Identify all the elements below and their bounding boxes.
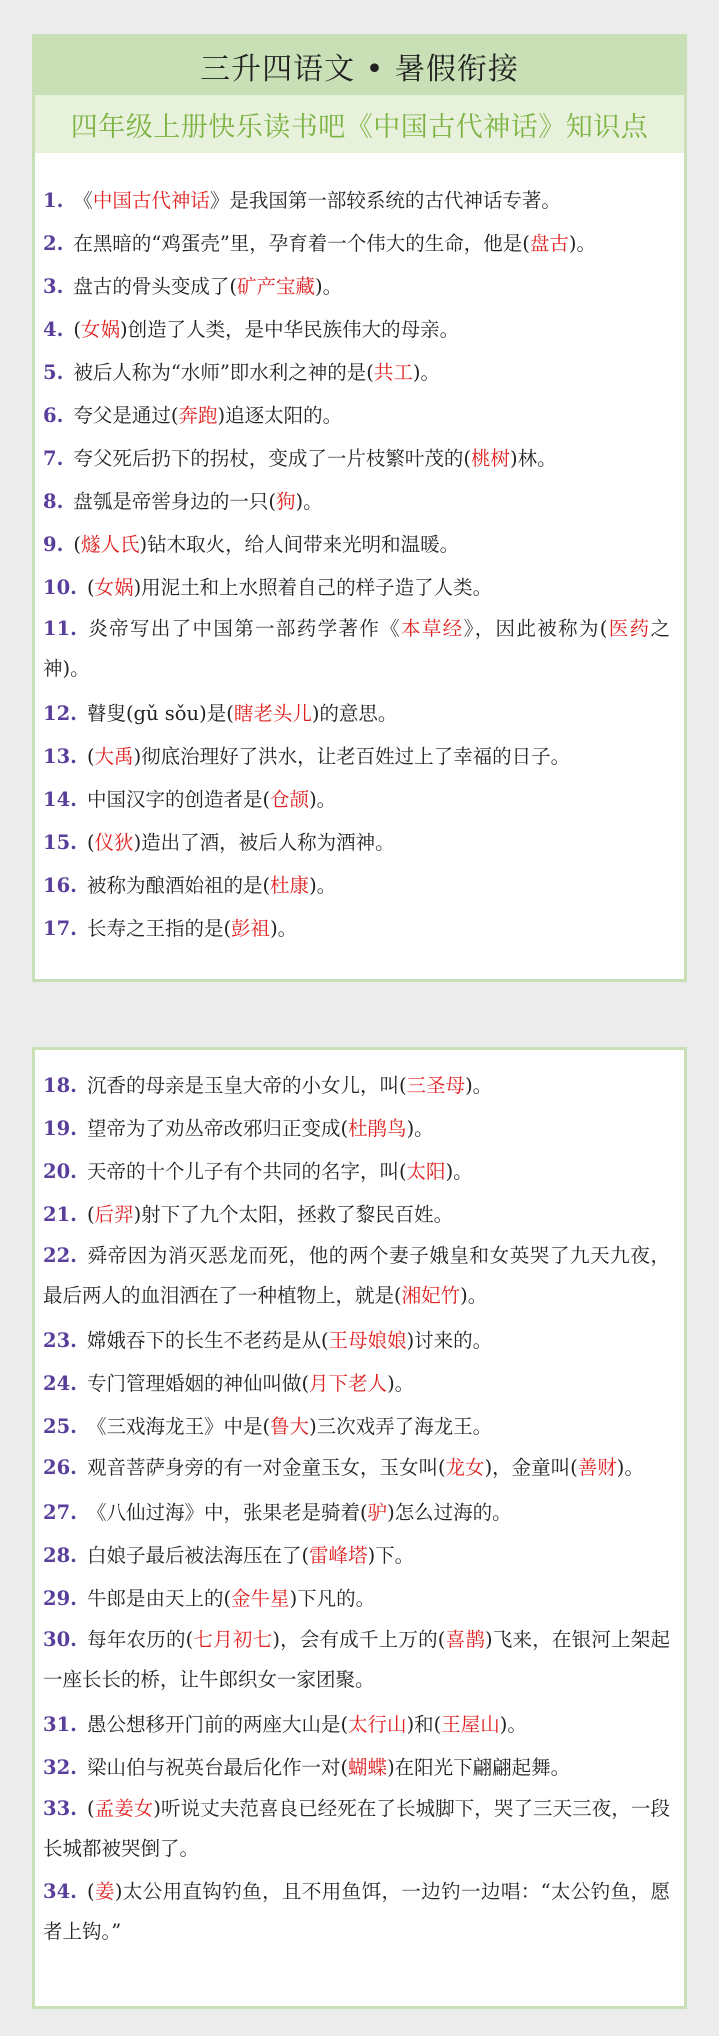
question-item xyxy=(43,1193,670,1236)
question-text: 瞽叟(gǔ sǒu)是( xyxy=(86,702,234,725)
answer-text: 月下老人 xyxy=(309,1372,388,1395)
answer-text: 雷峰塔 xyxy=(309,1544,368,1567)
question-item xyxy=(43,1107,670,1150)
answer-text: 善财 xyxy=(577,1456,617,1479)
question-text: )飞来，在银河上架起一座长长的桥，让牛郎织女一家团聚。 xyxy=(43,1628,670,1691)
answer-text: 仓颉 xyxy=(270,788,310,811)
answer-text: 共工 xyxy=(373,361,413,384)
answer-text: 杜康 xyxy=(270,874,310,897)
question-item xyxy=(43,1872,670,1952)
answer-text: 喜鹊 xyxy=(445,1628,486,1651)
question-number: 33. xyxy=(43,1797,77,1820)
question-number: 10. xyxy=(43,576,77,599)
question-text: ( xyxy=(86,1797,95,1820)
question-text: )。 xyxy=(295,490,323,513)
question-text: 望帝为了劝丛帝改邪归正变成( xyxy=(86,1117,349,1140)
question-text: )用泥土和上水照着自己的样子造了人类。 xyxy=(133,576,493,599)
question-text: )射下了九个太阳，拯救了黎民百姓。 xyxy=(133,1203,454,1226)
knowledge-list-2 xyxy=(35,1050,684,1952)
question-number: 19. xyxy=(43,1117,77,1140)
question-number: 22. xyxy=(43,1244,77,1267)
question-number: 13. xyxy=(43,745,77,768)
question-number: 30. xyxy=(43,1628,77,1651)
answer-text: 瞎老头儿 xyxy=(233,702,312,725)
knowledge-card-2 xyxy=(32,1047,687,2009)
answer-text: 三圣母 xyxy=(406,1074,466,1097)
answer-text: 七月初七 xyxy=(193,1628,273,1651)
question-text: )讨来的。 xyxy=(406,1329,493,1352)
question-number: 27. xyxy=(43,1501,77,1524)
answer-text: 中国古代神话 xyxy=(92,189,210,212)
answer-text: 狗 xyxy=(275,490,296,513)
question-text: 盘瓠是帝喾身边的一只( xyxy=(73,490,276,513)
answer-text: 湘妃竹 xyxy=(401,1284,461,1307)
question-item xyxy=(43,1319,670,1362)
question-text: 愚公想移开门前的两座大山是( xyxy=(86,1713,349,1736)
question-item xyxy=(43,480,670,523)
answer-text: 后羿 xyxy=(94,1203,134,1226)
question-number: 1. xyxy=(43,189,64,212)
question-item xyxy=(43,566,670,609)
question-number: 20. xyxy=(43,1160,77,1183)
answer-text: 奔跑 xyxy=(178,404,218,427)
question-number: 8. xyxy=(43,490,64,513)
answer-text: 鲁大 xyxy=(270,1415,310,1438)
question-text: 牛郎是由天上的( xyxy=(86,1587,232,1610)
question-text: 沉香的母亲是玉皇大帝的小女儿，叫( xyxy=(86,1074,407,1097)
question-item xyxy=(43,1150,670,1193)
question-text: )听说丈夫范喜良已经死在了长城脚下，哭了三天三夜，一段长城都被哭倒了。 xyxy=(43,1797,670,1860)
question-item xyxy=(43,394,670,437)
question-text: )。 xyxy=(499,1713,527,1736)
question-number: 17. xyxy=(43,917,77,940)
question-text: 》，因此被称为( xyxy=(463,617,608,640)
question-text: )造出了酒，被后人称为酒神。 xyxy=(133,831,395,854)
question-item xyxy=(43,437,670,480)
question-text: )。 xyxy=(445,1160,473,1183)
knowledge-card-1 xyxy=(32,34,687,982)
question-item xyxy=(43,1789,670,1869)
question-text: ( xyxy=(86,1880,95,1903)
question-text: )。 xyxy=(309,874,337,897)
question-number: 12. xyxy=(43,702,77,725)
question-text: 观音菩萨身旁的有一对金童玉女，玉女叫( xyxy=(86,1456,446,1479)
question-text: 舜帝因为消灭恶龙而死，他的两个妻子娥皇和女英哭了九天九夜，最后两人的血泪洒在了一种植物上，就是( xyxy=(43,1244,670,1307)
question-item xyxy=(43,265,670,308)
question-text: )下。 xyxy=(367,1544,415,1567)
question-number: 32. xyxy=(43,1756,77,1779)
answer-text: 医药 xyxy=(607,617,651,640)
question-item xyxy=(43,907,670,950)
question-text: 白娘子最后被法海压在了( xyxy=(86,1544,310,1567)
question-text: )创造了人类，是中华民族伟大的母亲。 xyxy=(119,318,460,341)
question-text: )。 xyxy=(270,917,298,940)
question-text: 中国汉字的创造者是( xyxy=(86,788,271,811)
question-text: )太公用直钩钓鱼，且不用鱼饵，一边钓一边唱：“太公钓鱼，愿者上钩。” xyxy=(43,1880,670,1943)
question-text: 《八仙过海》中，张果老是骑着( xyxy=(86,1501,368,1524)
page-title: 三升四语文 • 暑假衔接 xyxy=(35,37,684,95)
question-text: )钻木取火，给人间带来光明和温暖。 xyxy=(139,533,460,556)
question-text: ( xyxy=(73,318,81,341)
question-text: )。 xyxy=(309,788,337,811)
question-text: )在阳光下翩翩起舞。 xyxy=(387,1756,571,1779)
question-item xyxy=(43,1534,670,1577)
question-item xyxy=(43,308,670,351)
question-item xyxy=(43,1362,670,1405)
answer-text: 龙女 xyxy=(445,1456,485,1479)
answer-text: 孟姜女 xyxy=(94,1797,154,1820)
question-text: )。 xyxy=(412,361,441,384)
question-item xyxy=(43,179,670,222)
question-item xyxy=(43,1064,670,1107)
answer-text: 太阳 xyxy=(406,1160,446,1183)
question-item xyxy=(43,351,670,394)
question-item xyxy=(43,1236,670,1316)
question-text: 天帝的十个儿子有个共同的名字，叫( xyxy=(86,1160,407,1183)
page-subtitle: 四年级上册快乐读书吧《中国古代神话》知识点 xyxy=(35,95,684,153)
question-number: 26. xyxy=(43,1456,77,1479)
question-text: 》是我国第一部较系统的古代神话专著。 xyxy=(209,189,561,212)
answer-text: 金牛星 xyxy=(231,1587,290,1610)
question-number: 23. xyxy=(43,1329,77,1352)
question-item xyxy=(43,1491,670,1534)
question-text: 炎帝写出了中国第一部药学著作《 xyxy=(86,617,402,640)
question-text: )怎么过海的。 xyxy=(387,1501,512,1524)
question-item xyxy=(43,1703,670,1746)
answer-text: 本草经 xyxy=(401,617,464,640)
question-text: )。 xyxy=(616,1456,644,1479)
question-text: )的意思。 xyxy=(311,702,398,725)
question-item xyxy=(43,523,670,566)
question-text: )。 xyxy=(465,1074,493,1097)
answer-text: 杜鹃鸟 xyxy=(348,1117,407,1140)
question-number: 3. xyxy=(43,275,64,298)
question-item xyxy=(43,821,670,864)
question-item xyxy=(43,1746,670,1789)
question-text: 长寿之王指的是( xyxy=(86,917,232,940)
answer-text: 彭祖 xyxy=(231,917,271,940)
question-text: 嫦娥吞下的长生不老药是从( xyxy=(86,1329,329,1352)
question-text: ( xyxy=(73,533,81,556)
question-item xyxy=(43,609,670,689)
question-number: 5. xyxy=(43,361,64,384)
question-text: ( xyxy=(86,745,95,768)
question-text: )。 xyxy=(568,232,597,255)
question-text: 夸父是通过( xyxy=(73,404,179,427)
answer-text: 仪狄 xyxy=(94,831,134,854)
answer-text: 矿产宝藏 xyxy=(236,275,315,298)
question-number: 25. xyxy=(43,1415,77,1438)
question-item xyxy=(43,1620,670,1700)
question-number: 16. xyxy=(43,874,77,897)
question-number: 4. xyxy=(43,318,64,341)
question-text: )，金童叫( xyxy=(484,1456,578,1479)
question-number: 21. xyxy=(43,1203,77,1226)
question-text: )林。 xyxy=(509,447,557,470)
question-text: 梁山伯与祝英台最后化作一对( xyxy=(86,1756,349,1779)
question-number: 14. xyxy=(43,788,77,811)
question-item xyxy=(43,1577,670,1620)
question-number: 34. xyxy=(43,1880,77,1903)
question-text: 被后人称为“水师”即水利之神的是( xyxy=(73,361,374,384)
question-text: ( xyxy=(86,1203,95,1226)
question-item xyxy=(43,222,670,265)
answer-text: 燧人氏 xyxy=(80,533,140,556)
question-text: )和( xyxy=(406,1713,442,1736)
question-item xyxy=(43,735,670,778)
answer-text: 桃树 xyxy=(470,447,510,470)
answer-text: 盘古 xyxy=(529,232,569,255)
question-number: 2. xyxy=(43,232,64,255)
question-text: 盘古的骨头变成了( xyxy=(73,275,237,298)
question-number: 24. xyxy=(43,1372,77,1395)
question-text: )。 xyxy=(460,1284,488,1307)
question-number: 31. xyxy=(43,1713,77,1736)
question-item xyxy=(43,864,670,907)
question-text: )，会有成千上万的( xyxy=(272,1628,446,1651)
question-text: 之神)。 xyxy=(43,617,670,680)
answer-text: 驴 xyxy=(367,1501,388,1524)
question-number: 9. xyxy=(43,533,64,556)
question-text: 夸父死后扔下的拐杖，变成了一片枝繁叶茂的( xyxy=(73,447,471,470)
answer-text: 姜 xyxy=(94,1880,115,1903)
answer-text: 蝴蝶 xyxy=(348,1756,388,1779)
answer-text: 太行山 xyxy=(348,1713,407,1736)
question-text: 被称为酿酒始祖的是( xyxy=(86,874,271,897)
question-text: )追逐太阳的。 xyxy=(217,404,343,427)
question-item xyxy=(43,692,670,735)
question-item xyxy=(43,778,670,821)
question-text: )彻底治理好了洪水，让老百姓过上了幸福的日子。 xyxy=(133,745,571,768)
question-number: 7. xyxy=(43,447,64,470)
answer-text: 女娲 xyxy=(94,576,134,599)
question-number: 6. xyxy=(43,404,64,427)
knowledge-list-1 xyxy=(35,153,684,950)
question-item xyxy=(43,1405,670,1448)
answer-text: 女娲 xyxy=(80,318,120,341)
question-text: )下凡的。 xyxy=(289,1587,376,1610)
question-number: 29. xyxy=(43,1587,77,1610)
question-text: )。 xyxy=(406,1117,434,1140)
answer-text: 王母娘娘 xyxy=(328,1329,407,1352)
question-number: 28. xyxy=(43,1544,77,1567)
answer-text: 王屋山 xyxy=(441,1713,500,1736)
question-text: )。 xyxy=(314,275,343,298)
question-number: 11. xyxy=(43,617,77,640)
question-text: 专门管理婚姻的神仙叫做( xyxy=(86,1372,310,1395)
question-number: 18. xyxy=(43,1074,77,1097)
question-text: )三次戏弄了海龙王。 xyxy=(309,1415,493,1438)
question-text: ( xyxy=(86,576,95,599)
question-text: )。 xyxy=(387,1372,415,1395)
question-text: 每年农历的( xyxy=(86,1628,194,1651)
answer-text: 大禹 xyxy=(94,745,134,768)
question-text: 《三戏海龙王》中是( xyxy=(86,1415,271,1438)
question-text: 在黑暗的“鸡蛋壳”里，孕育着一个伟大的生命，他是( xyxy=(73,232,530,255)
question-number: 15. xyxy=(43,831,77,854)
question-text: 《 xyxy=(73,189,93,212)
question-item xyxy=(43,1448,670,1488)
question-text: ( xyxy=(86,831,95,854)
